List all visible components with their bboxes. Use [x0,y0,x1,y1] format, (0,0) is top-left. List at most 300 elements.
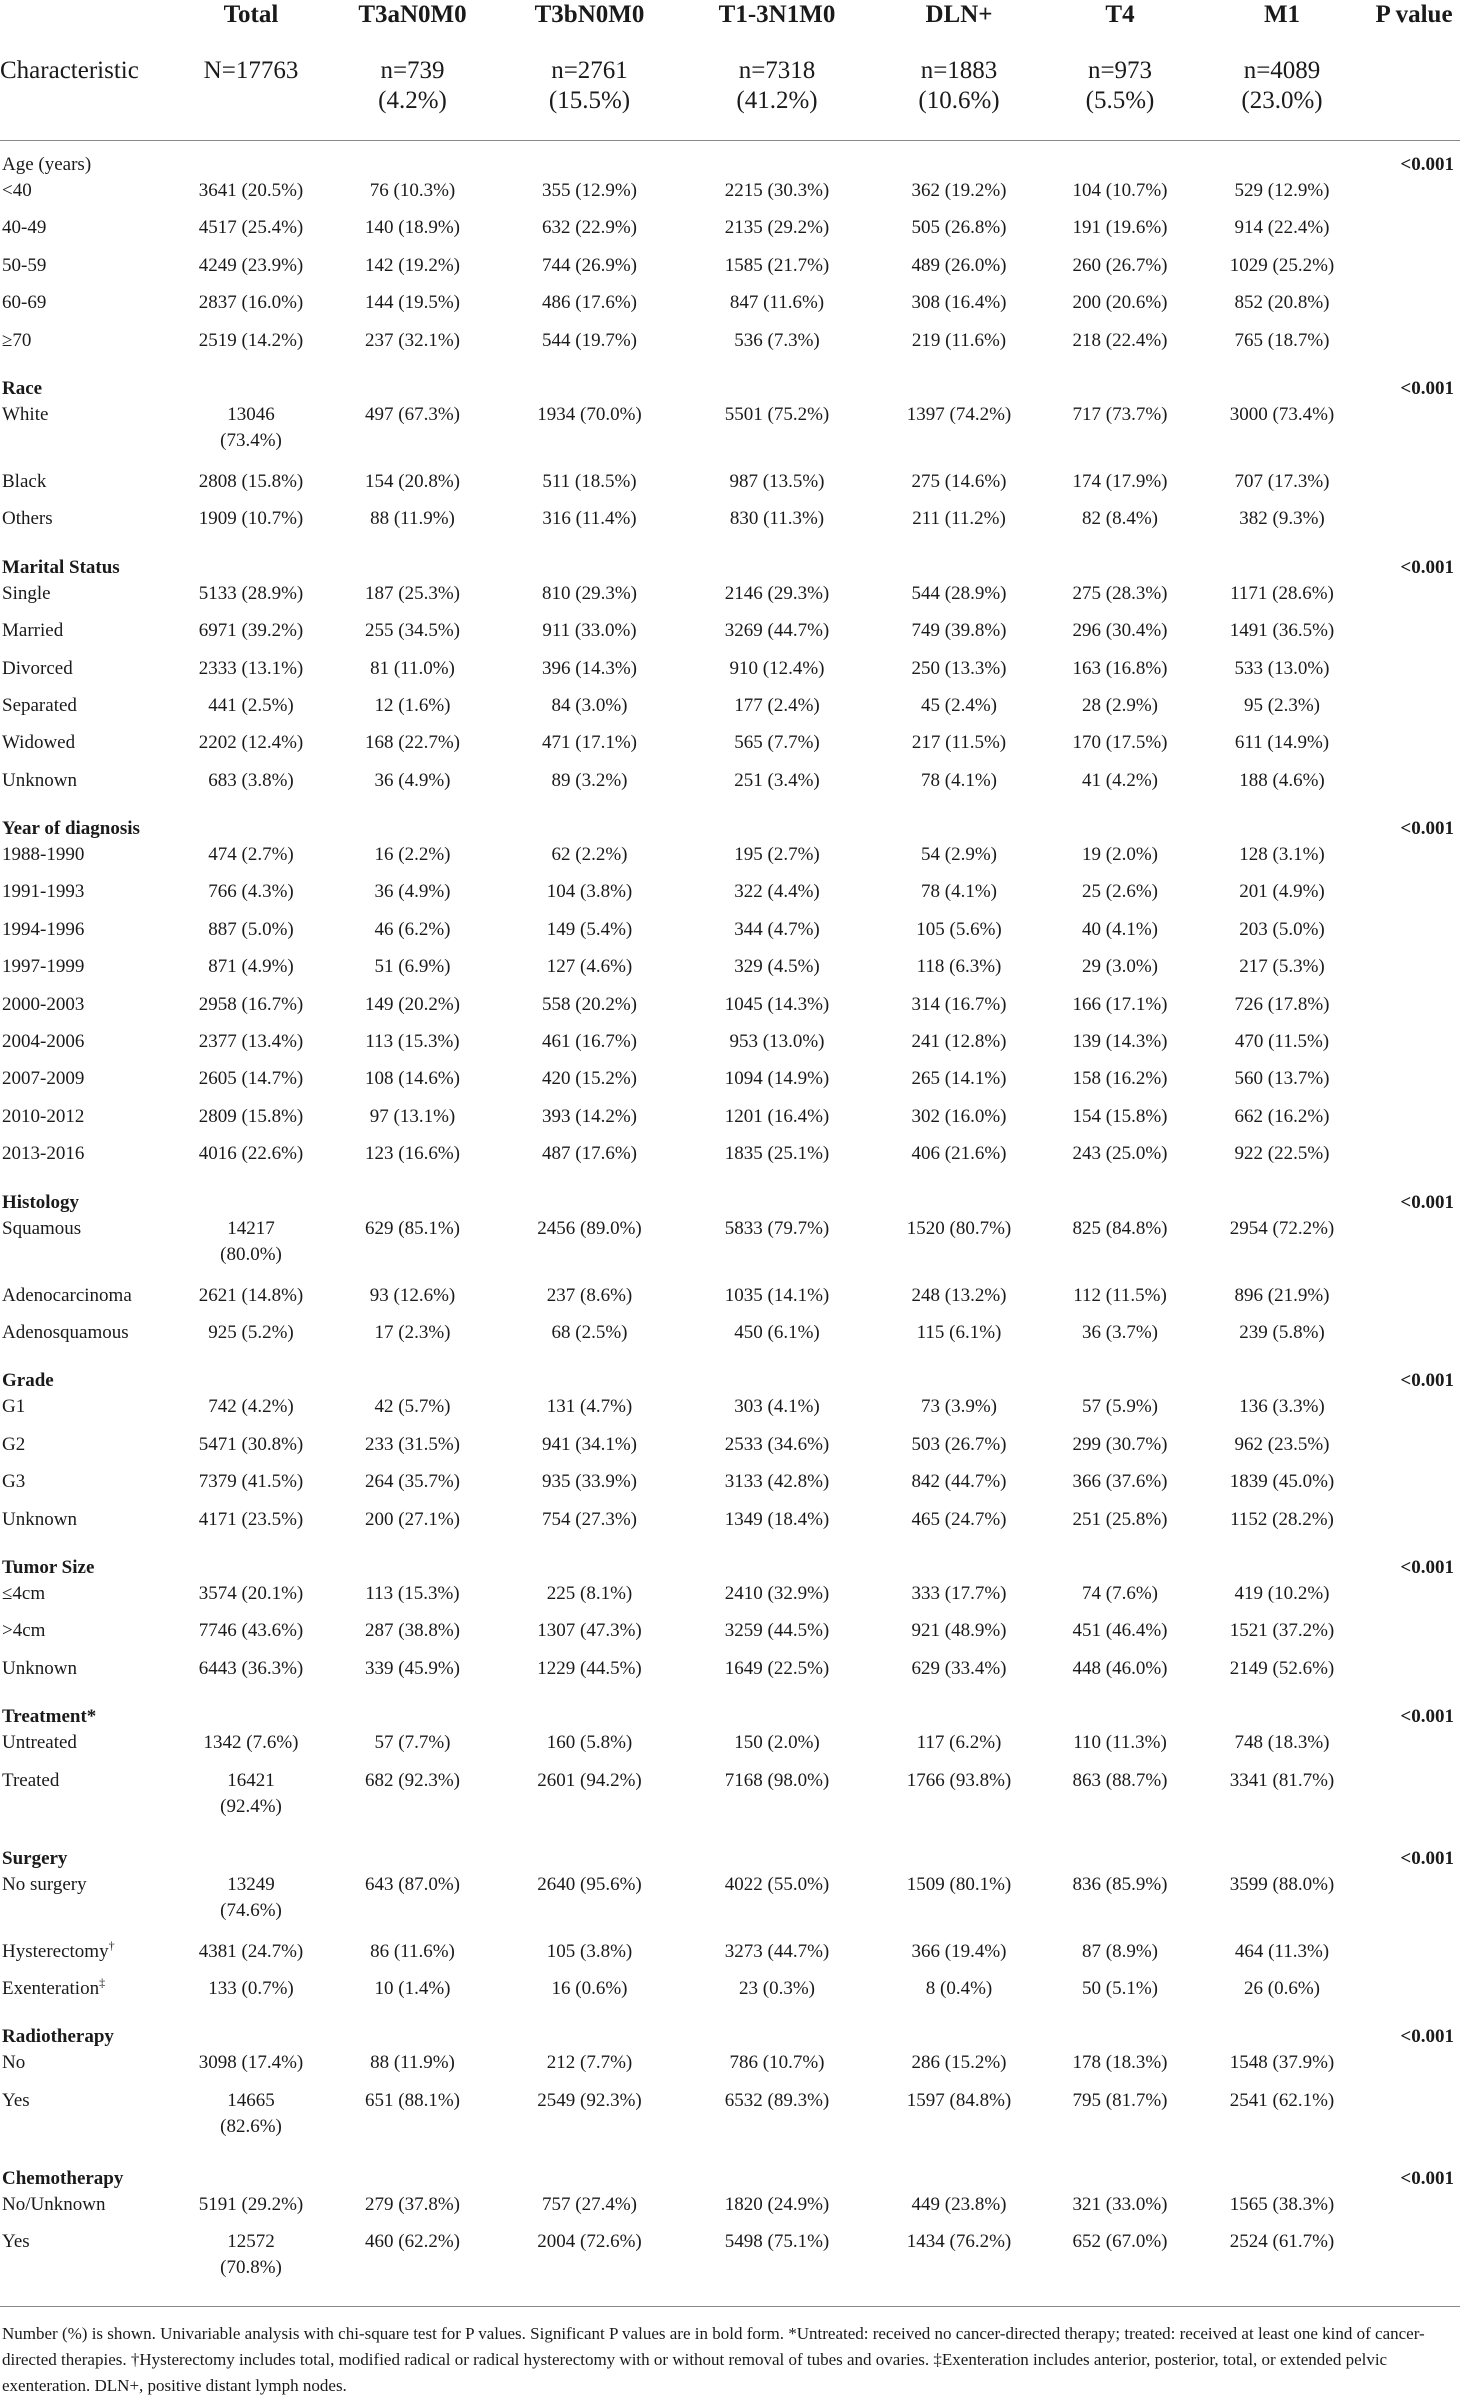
table-row [0,2088,1460,2155]
table-cell: 62 (2.2%) [551,844,628,866]
table-cell: 218 (22.4%) [1072,329,1168,351]
section-title: Surgery [2,1847,68,1869]
empty-p-cell [1368,2229,1460,2307]
p-value-header: P value [1375,1,1453,28]
table-cell: 128 (3.1%) [1239,844,1325,866]
section-title: Age (years) [2,154,92,175]
table-cell: 251 (3.4%) [734,769,820,791]
row-label [0,1283,176,1320]
row-label [0,253,176,290]
table-cell: 144 (19.5%) [365,292,460,314]
row-label [0,1432,176,1469]
empty-p-cell [1368,581,1460,618]
table-cell: 565 (7.7%) [734,732,820,754]
table-cell: 113 (15.3%) [365,1031,460,1053]
table-cell: 187 (25.3%) [365,582,460,604]
table-cell: 84 (3.0%) [551,694,628,716]
table-cell: 611 (14.9%) [1234,732,1330,754]
table-cell: 1201 (16.4%) [724,1105,830,1127]
row-label-text: G1 [2,1396,26,1418]
table-cell: 105 (5.6%) [916,918,1002,940]
table-cell: 1820 (24.9%) [724,2193,830,2215]
table-cell: 36 (3.7%) [1082,1321,1158,1343]
row-label [0,730,176,767]
table-cell: 529 (12.9%) [1234,180,1330,201]
row-label-text: Married [2,620,64,642]
empty-p-cell [1368,1141,1460,1178]
table-cell: 1934 (70.0%) [537,403,642,425]
table-cell: 3259 (44.5%) [724,1620,830,1642]
empty-p-cell [1368,1730,1460,1767]
table-cell: 707 (17.3%) [1234,470,1330,492]
table-cell: 842 (44.7%) [911,1471,1007,1493]
table-row [0,1066,1460,1103]
table-cell: 1565 (38.3%) [1229,2193,1335,2215]
empty-p-cell [1368,178,1460,215]
row-label [0,2088,176,2155]
table-cell: 25 (2.6%) [1082,881,1158,903]
table-cell: 296 (30.4%) [1072,620,1168,642]
characteristic-header: Characteristic [0,57,139,84]
row-label [0,469,176,506]
table-cell: 748 (18.3%) [1234,1732,1330,1754]
row-label-text: Exenteration [2,1977,100,1999]
empty-p-cell [1368,1768,1460,1835]
table-cell: 420 (15.2%) [542,1068,637,1090]
section-p-value: <0.001 [1400,1191,1454,1213]
row-label [0,618,176,655]
table-row [0,1104,1460,1141]
table-cell: 233 (31.5%) [365,1433,460,1455]
empty-p-cell [1368,1581,1460,1618]
table-cell: 127 (4.6%) [546,956,633,978]
section-row [0,1835,1460,1872]
row-label [0,581,176,618]
table-row [0,2192,1460,2229]
table-cell: 643 (87.0%) [365,1873,460,1895]
table-row [0,1141,1460,1178]
table-cell: 23 (0.3%) [739,1977,815,1999]
table-cell: 73 (3.9%) [921,1396,997,1418]
table-cell: 275 (28.3%) [1072,582,1168,604]
table-row [0,618,1460,655]
section-p-value: <0.001 [1400,1370,1454,1392]
row-label-text: Others [2,508,53,530]
table-cell: 3641 (20.5%) [198,180,304,201]
header-spacer [0,0,176,30]
table-cell: 2809 (15.8%) [198,1105,304,1127]
table-row [0,992,1460,1029]
table-cell: 188 (4.6%) [1239,769,1325,791]
table-cell: 158 (16.2%) [1072,1068,1168,1090]
table-cell: 560 (13.7%) [1234,1068,1330,1090]
table-row [0,1976,1460,2013]
empty-p-cell [1368,2192,1460,2229]
table-cell: 652 (67.0%) [1072,2231,1168,2253]
column-pct: (23.0%) [1241,87,1323,114]
table-cell: 88 (11.9%) [370,2052,455,2074]
section-p-value: <0.001 [1400,154,1454,175]
table-cell: 168 (22.7%) [365,732,460,754]
table-cell: 302 (16.0%) [911,1105,1007,1127]
table-row [0,1730,1460,1767]
table-cell: 314 (16.7%) [911,993,1007,1015]
table-cell: 1094 (14.9%) [724,1068,830,1090]
table-cell: 471 (17.1%) [542,732,637,754]
table-cell: 503 (26.7%) [911,1433,1007,1455]
section-title: Radiotherapy [2,2026,114,2048]
table-cell: 847 (11.6%) [729,292,825,314]
table-cell: 308 (16.4%) [911,292,1007,314]
table-cell: 4381 (24.7%) [198,1940,304,1962]
section-p-value: <0.001 [1400,2167,1454,2189]
row-label [0,1939,176,1976]
row-label-text: <40 [2,180,32,201]
table-cell: 1649 (22.5%) [724,1657,830,1679]
table-cell: 200 (27.1%) [365,1508,460,1530]
section-row [0,2013,1460,2050]
table-row [0,1320,1460,1357]
table-cell: 536 (7.3%) [734,329,820,351]
column-pct: (4.2%) [378,87,447,114]
table-cell: 74 (7.6%) [1082,1582,1158,1604]
table-row [0,2229,1460,2307]
section-row [0,1544,1460,1581]
row-label [0,1029,176,1066]
table-cell: 419 (10.2%) [1234,1582,1330,1604]
table-row [0,693,1460,730]
section-p-value: <0.001 [1400,1556,1454,1578]
table-cell: 744 (26.9%) [542,254,637,276]
table-cell: 140 (18.9%) [365,217,460,239]
row-label-text: No/Unknown [2,2193,106,2215]
table-cell: 825 (84.8%) [1072,1217,1168,1239]
table-cell: 5498 (75.1%) [724,2231,830,2253]
table-cell: 225 (8.1%) [546,1582,633,1604]
column-n: n=739 [380,57,445,84]
table-cell: 200 (20.6%) [1072,292,1168,314]
table-cell: 682 (92.3%) [365,1769,460,1791]
section-title: Race [2,377,43,399]
table-cell: 717 (73.7%) [1072,403,1168,425]
empty-p-cell [1368,954,1460,991]
table-row [0,1394,1460,1431]
row-label-text: Yes [2,2231,30,2253]
table-header [0,0,1460,141]
row-label [0,1976,176,2013]
table-cell: 558 (20.2%) [542,993,637,1015]
table-cell: 16421 (92.4%) [220,1769,282,1817]
table-cell: 201 (4.9%) [1239,881,1325,903]
table-row [0,290,1460,327]
section-row [0,365,1460,402]
table-cell: 922 (22.5%) [1234,1143,1330,1165]
row-label-text: Unknown [2,769,77,791]
row-label-text: 2000-2003 [2,993,85,1015]
table-cell: 81 (11.0%) [370,657,455,679]
table-cell: 651 (88.1%) [365,2089,460,2111]
table-cell: 2958 (16.7%) [198,993,304,1015]
empty-p-cell [1368,917,1460,954]
table-cell: 3098 (17.4%) [198,2052,304,2074]
empty-p-cell [1368,1283,1460,1320]
empty-p-cell [1368,1216,1460,1283]
section-row [0,1357,1460,1394]
table-cell: 1839 (45.0%) [1229,1471,1335,1493]
table-cell: 78 (4.1%) [921,881,997,903]
table-cell: 339 (45.9%) [365,1657,460,1679]
table-cell: 896 (21.9%) [1234,1284,1330,1306]
table-cell: 46 (6.2%) [374,918,451,940]
column-pct: (15.5%) [548,87,631,114]
table-row [0,215,1460,252]
row-label-text: 40-49 [2,217,47,239]
table-cell: 749 (39.8%) [911,620,1007,642]
table-cell: 487 (17.6%) [542,1143,637,1165]
table-cell: 810 (29.3%) [542,582,637,604]
table-cell: 118 (6.3%) [916,956,1002,978]
row-label [0,290,176,327]
table-cell: 2519 (14.2%) [198,329,304,351]
empty-p-cell [1368,290,1460,327]
table-cell: 863 (88.7%) [1072,1769,1168,1791]
table-cell: 921 (48.9%) [911,1620,1007,1642]
table-cell: 264 (35.7%) [365,1471,460,1493]
row-label-text: Widowed [2,732,76,754]
table-cell: 2333 (13.1%) [198,657,304,679]
table-cell: 104 (3.8%) [546,881,633,903]
table-cell: 13046 (73.4%) [220,403,282,451]
table-cell: 1045 (14.3%) [724,993,830,1015]
row-label [0,842,176,879]
table-row [0,1872,1460,1939]
row-label-text: 2004-2006 [2,1031,85,1053]
column-name: T3bN0M0 [534,1,645,28]
row-label-text: Unknown [2,1508,77,1530]
table-cell: 533 (13.0%) [1234,657,1330,679]
table-cell: 10 (1.4%) [374,1977,451,1999]
table-row [0,1618,1460,1655]
table-cell: 321 (33.0%) [1072,2193,1168,2215]
table-cell: 16 (0.6%) [551,1977,628,1999]
table-row [0,178,1460,215]
column-pct: (41.2%) [736,87,818,114]
row-label [0,1216,176,1283]
table-cell: 470 (11.5%) [1234,1031,1330,1053]
empty-p-cell [1368,215,1460,252]
column-count [680,30,874,141]
table-cell: 366 (37.6%) [1072,1471,1168,1493]
table-cell: 217 (11.5%) [911,732,1007,754]
row-label-text: >4cm [2,1620,46,1642]
table-cell: 448 (46.0%) [1072,1657,1168,1679]
section-row [0,544,1460,581]
row-label-text: Separated [2,694,77,716]
table-cell: 5133 (28.9%) [198,582,304,604]
table-cell: 211 (11.2%) [912,508,1006,530]
table-cell: 251 (25.8%) [1072,1508,1168,1530]
table-cell: 149 (20.2%) [365,993,460,1015]
table-cell: 474 (2.7%) [208,844,294,866]
table-cell: 1909 (10.7%) [198,508,304,530]
table-cell: 154 (20.8%) [365,470,460,492]
table-cell: 871 (4.9%) [208,956,294,978]
table-cell: 1029 (25.2%) [1229,254,1335,276]
table-cell: 3000 (73.4%) [1229,403,1335,425]
table-cell: 1229 (44.5%) [537,1657,642,1679]
table-cell: 329 (4.5%) [734,956,820,978]
table-cell: 925 (5.2%) [208,1321,294,1343]
table-cell: 3133 (42.8%) [724,1471,830,1493]
table-cell: 2410 (32.9%) [724,1582,830,1604]
table-cell: 250 (13.3%) [911,657,1007,679]
table-cell: 154 (15.8%) [1072,1105,1168,1127]
table-cell: 1835 (25.1%) [724,1143,830,1165]
row-label-text: Adenosquamous [2,1321,129,1343]
row-label [0,1581,176,1618]
table-cell: 260 (26.7%) [1072,254,1168,276]
table-cell: 2146 (29.3%) [724,582,830,604]
section-title: Treatment* [2,1706,97,1728]
table-cell: 41 (4.2%) [1082,769,1158,791]
footnote-marker: ‡ [99,1975,106,1990]
section-row [0,1179,1460,1216]
table-row [0,954,1460,991]
section-title: Chemotherapy [2,2167,124,2189]
table-cell: 393 (14.2%) [542,1105,637,1127]
table-cell: 86 (11.6%) [370,1940,455,1962]
table-cell: 786 (10.7%) [729,2052,825,2074]
table-cell: 279 (37.8%) [365,2193,460,2215]
table-cell: 219 (11.6%) [911,329,1007,351]
row-label [0,1469,176,1506]
table-cell: 1597 (84.8%) [906,2089,1012,2111]
table-cell: 544 (28.9%) [911,582,1007,604]
table-cell: 3599 (88.0%) [1229,1873,1335,1895]
row-label-text: No [2,2052,26,2074]
section-p-value: <0.001 [1400,377,1454,399]
row-label [0,1872,176,1939]
column-pct: (5.5%) [1085,87,1155,114]
table-cell: 110 (11.3%) [1073,1732,1167,1754]
table-cell: 486 (17.6%) [542,292,637,314]
empty-p-cell [1368,618,1460,655]
row-label-text: White [2,403,49,425]
table-cell: 237 (32.1%) [365,329,460,351]
table-cell: 662 (16.2%) [1234,1105,1330,1127]
table-cell: 449 (23.8%) [911,2193,1007,2215]
column-name: Total [223,1,279,28]
table-cell: 1766 (93.8%) [906,1769,1012,1791]
table-row [0,730,1460,767]
table-cell: 286 (15.2%) [911,2052,1007,2074]
table-cell: 82 (8.4%) [1082,508,1158,530]
empty-p-cell [1368,2088,1460,2155]
table-cell: 275 (14.6%) [911,470,1007,492]
table-cell: 464 (11.3%) [1234,1940,1330,1962]
row-label-text: 2013-2016 [2,1143,85,1165]
row-label [0,1730,176,1767]
table-cell: 935 (33.9%) [542,1471,637,1493]
table-cell: 16 (2.2%) [374,844,451,866]
table-cell: 78 (4.1%) [921,769,997,791]
empty-p-cell [1368,2050,1460,2087]
row-label-text: Squamous [2,1217,82,1239]
empty-p-cell [1368,1618,1460,1655]
table-cell: 683 (3.8%) [208,769,294,791]
table-cell: 396 (14.3%) [542,657,637,679]
table-row [0,1939,1460,1976]
empty-p-cell [1368,328,1460,365]
table-cell: 68 (2.5%) [551,1321,628,1343]
table-cell: 2549 (92.3%) [537,2089,642,2111]
table-row [0,253,1460,290]
table-row [0,1283,1460,1320]
column-name: M1 [1263,1,1301,28]
row-label [0,402,176,469]
table-cell: 88 (11.9%) [370,508,455,530]
column-pct: (10.6%) [918,87,1000,114]
table-cell: 765 (18.7%) [1234,329,1330,351]
table-cell: 962 (23.5%) [1234,1433,1330,1455]
column-n: n=2761 [551,57,628,84]
table-cell: 14665 (82.6%) [220,2089,282,2137]
table-cell: 191 (19.6%) [1072,217,1168,239]
empty-p-cell [1368,1469,1460,1506]
row-label [0,178,176,215]
table-cell: 287 (38.8%) [365,1620,460,1642]
empty-p-cell [1368,1104,1460,1141]
table-cell: 89 (3.2%) [551,769,628,791]
table-cell: 45 (2.4%) [921,694,997,716]
table-cell: 2202 (12.4%) [198,732,304,754]
table-cell: 212 (7.7%) [546,2052,633,2074]
table-cell: 1397 (74.2%) [906,403,1012,425]
row-label [0,506,176,543]
column-n: N=17763 [203,57,299,84]
column-n: n=4089 [1243,57,1321,84]
table-cell: 195 (2.7%) [734,844,820,866]
table-cell: 3269 (44.7%) [724,620,830,642]
table-cell: 2135 (29.2%) [724,217,830,239]
section-p-value: <0.001 [1400,1706,1454,1728]
table-cell: 174 (17.9%) [1072,470,1168,492]
table-cell: 115 (6.1%) [916,1321,1002,1343]
table-cell: 316 (11.4%) [542,508,637,530]
table-cell: 166 (17.1%) [1072,993,1168,1015]
table-cell: 2621 (14.8%) [198,1284,304,1306]
table-cell: 8 (0.4%) [925,1977,993,1999]
table-cell: 93 (12.6%) [369,1284,456,1306]
table-cell: 95 (2.3%) [1244,694,1320,716]
table-row [0,1507,1460,1544]
table-row [0,917,1460,954]
empty-p-cell [1368,656,1460,693]
table-cell: 243 (25.0%) [1072,1143,1168,1165]
row-label-text: 1994-1996 [2,918,85,940]
row-label [0,1618,176,1655]
table-cell: 2456 (89.0%) [537,1217,642,1239]
table-cell: 3273 (44.7%) [724,1940,830,1962]
table-cell: 1171 (28.6%) [1230,582,1334,604]
row-label-text: G2 [2,1433,26,1455]
row-label-text: Yes [2,2089,30,2111]
column-count [1196,30,1368,141]
table-cell: 42 (5.7%) [374,1396,451,1418]
empty-p-cell [1368,1394,1460,1431]
table-cell: 108 (14.6%) [365,1068,460,1090]
empty-p-cell [1368,1872,1460,1939]
